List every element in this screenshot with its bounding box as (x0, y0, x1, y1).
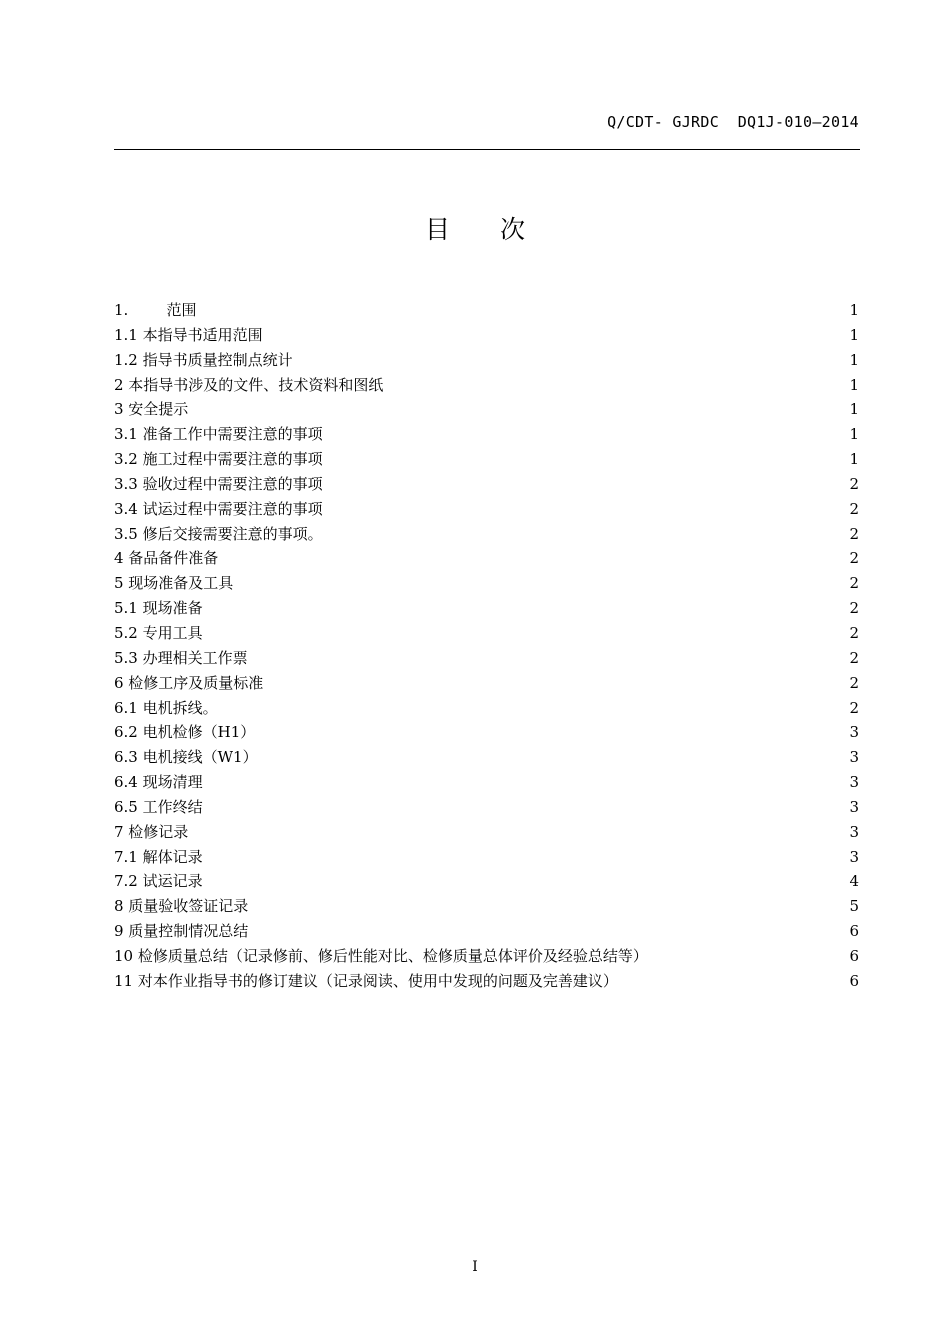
toc-entry[interactable] (114, 969, 859, 994)
toc-entry-page: 6 (849, 971, 859, 990)
toc-entry[interactable] (114, 944, 859, 969)
toc-entry[interactable] (114, 646, 859, 671)
toc-entry-label: 6 检修工序及质量标准 (114, 673, 264, 692)
page-title: 目次 (424, 215, 575, 244)
toc-entry-page: 2 (849, 574, 859, 593)
toc-entry-page: 6 (849, 922, 859, 941)
toc-entry-label: 3.4 试运过程中需要注意的事项 (114, 499, 323, 518)
toc-entry-label: 1. 范围 (114, 301, 197, 319)
toc-entry-page: 2 (849, 524, 859, 543)
toc-entry-page: 3 (849, 773, 859, 792)
toc-entry-page: 1 (849, 375, 859, 394)
toc-entry[interactable] (114, 447, 859, 472)
toc-entry[interactable] (114, 894, 859, 919)
toc-entry[interactable] (114, 621, 859, 646)
toc-entry-page: 1 (849, 301, 859, 319)
toc-entry-label: 4 备品备件准备 (114, 549, 219, 568)
toc-entry[interactable] (114, 298, 859, 323)
toc-entry-label: 7.1 解体记录 (114, 847, 203, 866)
toc-entry-label: 2 本指导书涉及的文件、技术资料和图纸 (114, 375, 384, 394)
toc-entry[interactable] (114, 919, 859, 944)
toc-entry-page: 2 (849, 499, 859, 518)
toc-entry-page: 2 (849, 623, 859, 642)
toc-entry-label: 6.5 工作终结 (114, 797, 203, 816)
toc-entry-page: 2 (849, 673, 859, 692)
toc-entry-label: 3.2 施工过程中需要注意的事项 (114, 450, 323, 469)
toc-entry[interactable] (114, 820, 859, 845)
toc-entry-label: 7.2 试运记录 (114, 872, 203, 891)
toc-entry-page: 4 (849, 872, 859, 891)
toc-entry-label: 6.1 电机拆线。 (114, 698, 218, 717)
toc-entry[interactable] (114, 397, 859, 422)
toc-entry-label: 5.3 办理相关工作票 (114, 648, 248, 667)
toc-entry-label: 5 现场准备及工具 (114, 574, 234, 593)
toc-entry-label: 3.3 验收过程中需要注意的事项 (114, 474, 323, 493)
table-of-contents (114, 298, 859, 994)
toc-entry[interactable] (114, 671, 859, 696)
toc-entry[interactable] (114, 348, 859, 373)
toc-entry-page: 3 (849, 847, 859, 866)
toc-entry-page: 2 (849, 549, 859, 568)
toc-entry-page: 2 (849, 474, 859, 493)
toc-entry-page: 1 (849, 425, 859, 444)
toc-entry[interactable] (114, 795, 859, 820)
toc-entry-page: 1 (849, 325, 859, 344)
toc-entry-page: 2 (849, 648, 859, 667)
toc-entry-label: 1.1 本指导书适用范围 (114, 325, 263, 344)
toc-entry[interactable] (114, 770, 859, 795)
toc-entry-page: 2 (849, 698, 859, 717)
toc-entry-page: 1 (849, 450, 859, 469)
toc-entry-label: 7 检修记录 (114, 822, 189, 841)
toc-entry-label: 5.1 现场准备 (114, 599, 203, 618)
toc-entry[interactable] (114, 845, 859, 870)
toc-entry[interactable] (114, 596, 859, 621)
toc-entry[interactable] (114, 571, 859, 596)
toc-entry-page: 2 (849, 599, 859, 618)
toc-entry[interactable] (114, 472, 859, 497)
toc-entry-label: 8 质量验收签证记录 (114, 897, 249, 916)
toc-entry[interactable] (114, 522, 859, 547)
toc-entry-page: 3 (849, 748, 859, 767)
toc-entry[interactable] (114, 546, 859, 571)
toc-entry-label: 1.2 指导书质量控制点统计 (114, 350, 293, 369)
toc-entry-label: 3.5 修后交接需要注意的事项。 (114, 524, 323, 543)
document-code: Q/CDT- GJRDC DQ1J-010—2014 (607, 113, 859, 131)
toc-entry-label: 6.4 现场清理 (114, 773, 203, 792)
toc-entry-label: 5.2 专用工具 (114, 623, 203, 642)
toc-entry-label: 11 对本作业指导书的修订建议（记录阅读、使用中发现的问题及完善建议） (114, 971, 618, 990)
toc-entry-page: 6 (849, 946, 859, 965)
toc-entry-page: 3 (849, 822, 859, 841)
toc-entry[interactable] (114, 497, 859, 522)
toc-entry-page: 3 (849, 723, 859, 742)
toc-entry-label: 3.1 准备工作中需要注意的事项 (114, 425, 323, 444)
toc-entry-page: 3 (849, 797, 859, 816)
toc-entry[interactable] (114, 720, 859, 745)
header-rule (114, 149, 860, 150)
toc-entry-label: 10 检修质量总结（记录修前、修后性能对比、检修质量总体评价及经验总结等） (114, 946, 648, 965)
toc-entry[interactable] (114, 373, 859, 398)
toc-entry-label: 3 安全提示 (114, 400, 189, 419)
toc-entry-page: 5 (849, 897, 859, 916)
toc-entry[interactable] (114, 696, 859, 721)
toc-entry-page: 1 (849, 350, 859, 369)
toc-entry-label: 9 质量控制情况总结 (114, 922, 249, 941)
toc-entry-page: 1 (849, 400, 859, 419)
page-number: I (472, 1259, 478, 1275)
toc-entry-label: 6.2 电机检修（H1） (114, 723, 256, 742)
toc-entry[interactable] (114, 422, 859, 447)
toc-entry[interactable] (114, 869, 859, 894)
toc-entry-label: 6.3 电机接线（W1） (114, 748, 258, 767)
toc-entry[interactable] (114, 745, 859, 770)
toc-entry[interactable] (114, 323, 859, 348)
